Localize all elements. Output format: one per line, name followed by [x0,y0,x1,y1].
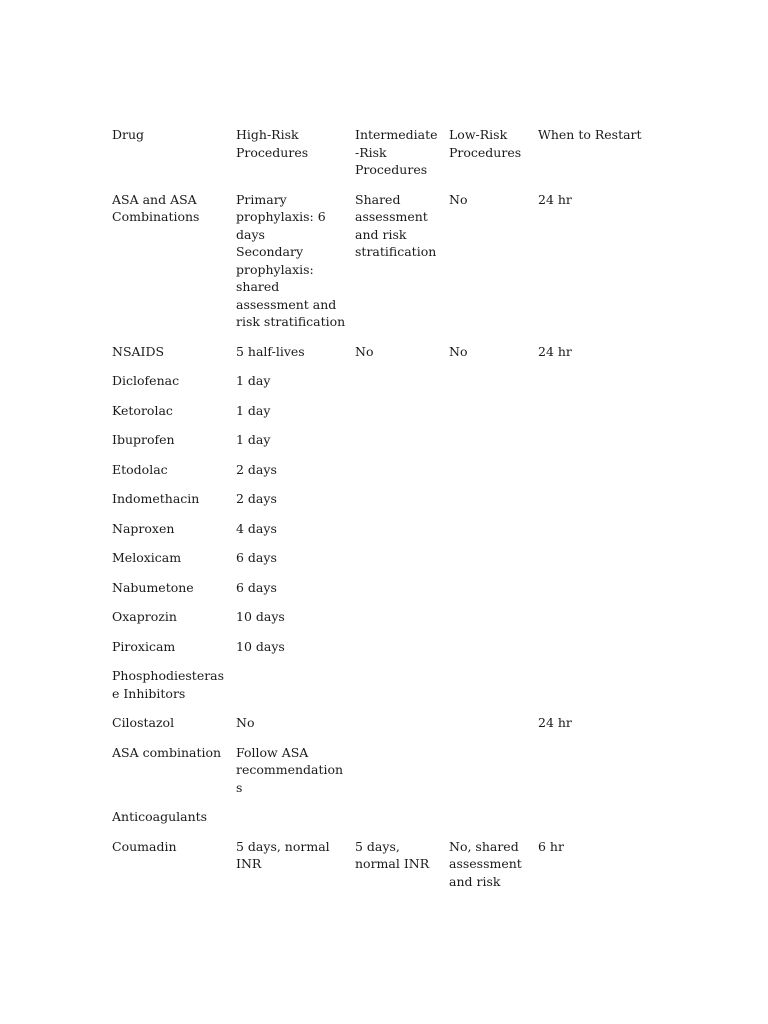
cell-low-risk [445,744,534,809]
cell-low-risk [445,714,534,744]
table-row [108,714,648,744]
drug-management-table [108,126,648,902]
cell-restart [534,461,648,491]
cell-high-risk: Primary prophylaxis: 6 days Secondary prophylaxis: shared assessment and risk stratification [236,191,346,329]
cell-high-risk: 4 days [236,520,277,536]
cell-low-risk [445,549,534,579]
cell-low-risk [445,667,534,714]
cell-restart: 6 hr [538,838,564,854]
table-section-row [108,667,648,714]
cell-low-risk: No [449,191,468,207]
header-high-risk: High-Risk Procedures [236,127,309,160]
header-when-to-restart: When to Restart [538,127,642,142]
cell-high-risk: 10 days [236,609,285,624]
table-row [108,191,648,343]
cell-restart [534,638,648,668]
cell-high-risk: 2 days [236,461,277,477]
cell-drug: ASA combination [112,744,222,760]
cell-high-risk: 1 day [236,373,271,388]
table-row [108,549,648,579]
cell-restart: 24 hr [538,343,572,359]
cell-restart [534,490,648,520]
cell-low-risk: No [449,343,468,359]
cell-restart [534,808,648,838]
cell-restart [534,402,648,432]
cell-drug: Anticoagulants [112,809,208,824]
cell-drug: Etodolac [112,461,168,477]
cell-intermediate-risk: 5 days, normal INR [355,838,430,871]
cell-intermediate-risk [351,714,445,744]
cell-intermediate-risk [351,608,445,638]
table-section-row [108,808,648,838]
cell-restart: 24 hr [538,191,572,207]
cell-high-risk [232,808,351,838]
cell-drug: Phosphodiesteras e Inhibitors [112,668,225,701]
cell-intermediate-risk [351,372,445,402]
table-row [108,638,648,668]
cell-intermediate-risk [351,431,445,461]
cell-drug: ASA and ASA Combinations [112,191,200,224]
cell-low-risk [445,808,534,838]
table-header-row [108,126,648,191]
cell-drug: Oxaprozin [112,609,177,624]
cell-intermediate-risk [351,461,445,491]
cell-drug: Cilostazol [112,715,175,730]
table-row [108,520,648,550]
cell-high-risk: 6 days [236,550,277,565]
cell-drug: Coumadin [112,838,177,854]
cell-restart [534,744,648,809]
cell-intermediate-risk [351,667,445,714]
cell-drug: Naproxen [112,520,175,536]
table-row [108,579,648,609]
header-drug: Drug [112,127,145,142]
table-row [108,402,648,432]
cell-drug: Meloxicam [112,550,182,565]
cell-restart: 24 hr [538,715,572,730]
header-low-risk: Low-Risk Procedures [449,127,522,160]
table-row [108,343,648,373]
cell-high-risk: Follow ASA recommendation s [236,744,344,795]
cell-drug: Indomethacin [112,491,200,506]
cell-intermediate-risk [351,402,445,432]
cell-high-risk: 1 day [236,432,271,447]
table-row [108,608,648,638]
cell-restart [534,549,648,579]
cell-low-risk [445,520,534,550]
cell-restart [534,667,648,714]
cell-drug: Piroxicam [112,638,176,654]
cell-intermediate-risk [351,490,445,520]
cell-low-risk: No, shared assessment and risk [449,838,522,889]
cell-intermediate-risk [351,520,445,550]
cell-high-risk [232,667,351,714]
cell-intermediate-risk [351,549,445,579]
header-intermediate-risk: Intermediate -Risk Procedures [355,127,438,177]
cell-low-risk [445,431,534,461]
table-row [108,372,648,402]
cell-high-risk: 2 days [236,491,277,506]
cell-restart [534,520,648,550]
cell-drug: NSAIDS [112,343,165,359]
cell-intermediate-risk: Shared assessment and risk stratification [355,191,437,259]
cell-drug: Nabumetone [112,579,194,595]
cell-low-risk [445,638,534,668]
cell-drug: Ibuprofen [112,432,175,447]
cell-drug: Diclofenac [112,373,180,388]
cell-high-risk: 5 days, normal INR [236,838,330,871]
table-row [108,461,648,491]
cell-low-risk [445,608,534,638]
cell-low-risk [445,579,534,609]
cell-high-risk: 10 days [236,638,285,654]
table-row [108,431,648,461]
cell-restart [534,579,648,609]
cell-low-risk [445,372,534,402]
table-row [108,490,648,520]
cell-low-risk [445,402,534,432]
cell-intermediate-risk [351,744,445,809]
cell-drug: Ketorolac [112,402,173,418]
cell-intermediate-risk [351,638,445,668]
cell-intermediate-risk [351,808,445,838]
cell-restart [534,608,648,638]
cell-high-risk: 6 days [236,579,277,595]
cell-high-risk: 5 half-lives [236,343,305,359]
cell-high-risk: No [236,715,255,730]
table-row [108,744,648,809]
cell-low-risk [445,490,534,520]
cell-intermediate-risk: No [355,343,374,359]
cell-high-risk: 1 day [236,402,271,418]
cell-restart [534,372,648,402]
cell-low-risk [445,461,534,491]
cell-intermediate-risk [351,579,445,609]
table-row [108,838,648,903]
cell-restart [534,431,648,461]
